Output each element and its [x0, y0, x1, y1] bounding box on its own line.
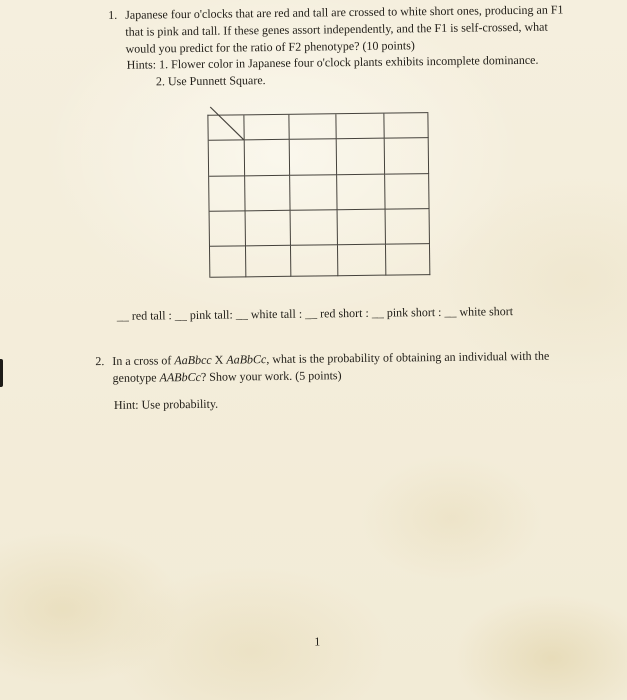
question-2: [95, 347, 567, 387]
corner-diagonal-line: [208, 115, 243, 140]
question-2-text-middle: , what is the probability of obtaining an individual with the genotype: [112, 348, 550, 385]
question-2-text-before: In a cross of: [112, 353, 175, 368]
ratio-blanks-line: __ red tall : __ pink tall: __ white tall : __ red short : __ pink short : __ white short: [116, 304, 514, 323]
punnett-cell: [337, 139, 385, 176]
punnett-cell: [245, 140, 290, 177]
punnett-cell: [337, 175, 385, 211]
question-1-text: Japanese four o'clocks that are red and tall are crossed to white short ones, producing an F1 that is pink and tall. If these genes assort independently, and the F1 is self-crossed, what would you predict for the ratio of F2 phenotype? (10 points): [125, 2, 564, 56]
genotype-target: AABbCc: [159, 369, 201, 385]
punnett-cell: [289, 114, 336, 140]
question-2-number: 2.: [95, 354, 105, 369]
punnett-cell: [336, 114, 384, 140]
genotype-parent2: AaBbCc: [226, 352, 267, 367]
cross-symbol: X: [211, 352, 227, 367]
genotype-parent1: AaBbcc: [174, 352, 212, 368]
punnett-cell: [338, 245, 386, 277]
punnett-cell: [291, 210, 338, 246]
page-number: 1: [314, 634, 321, 649]
punnett-cell: [338, 210, 386, 246]
punnett-cell: [210, 246, 246, 277]
punnett-cell: [209, 140, 245, 176]
punnett-cell: [386, 244, 430, 276]
punnett-cell: [290, 175, 337, 211]
question-1-hint-2: 2. Use Punnett Square.: [155, 73, 266, 89]
punnett-cell: [385, 138, 429, 175]
punnett-cell: [210, 211, 246, 246]
question-1-number: 1.: [108, 7, 118, 22]
punnett-cell: [291, 245, 338, 277]
punnett-cell: [244, 115, 289, 141]
punnett-cell: [385, 174, 429, 210]
punnett-cell: [246, 246, 291, 278]
punnett-cell: [384, 113, 428, 139]
punnett-cell: [290, 139, 337, 176]
scan-artifact: [0, 359, 3, 387]
punnett-corner-cell: [208, 115, 244, 140]
punnett-square-grid: [207, 112, 430, 278]
punnett-cell: [386, 209, 430, 245]
question-2-text-after: ? Show your work. (5 points): [200, 368, 342, 384]
punnett-cell: [209, 176, 245, 211]
question-2-text: [112, 347, 567, 387]
question-2-hint: Hint: Use probability.: [113, 396, 219, 412]
question-1: [108, 1, 576, 58]
punnett-cell: [245, 176, 290, 212]
question-1-hint-1: Hints: 1. Flower color in Japanese four o'clock plants exhibits incomplete dominance.: [126, 52, 539, 72]
punnett-cell: [246, 211, 291, 247]
